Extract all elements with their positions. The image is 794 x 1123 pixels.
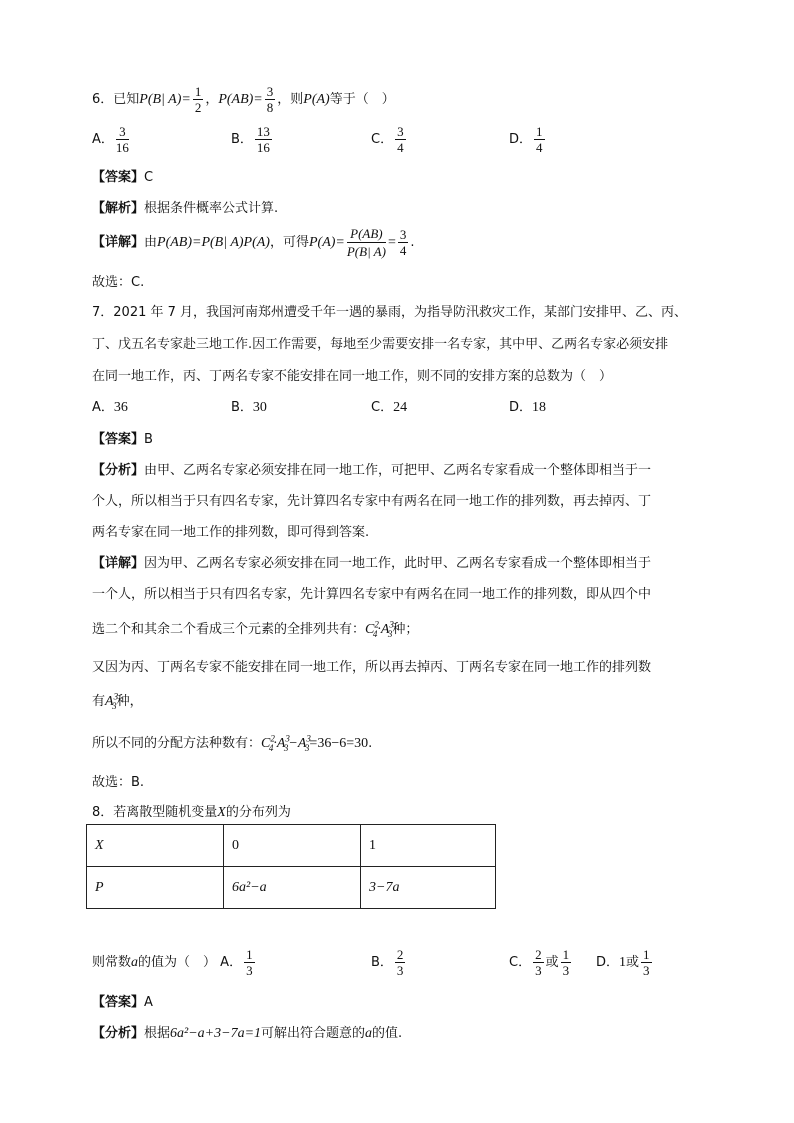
- q7-formula-a33: $A^3_3$: [105, 691, 119, 711]
- q7-detail-line-3: 选二个和其余二个看成三个元素的全排列共有：$C^2_4\cdot A^3_3$种；: [92, 619, 419, 639]
- q7-option-c: C．24: [371, 400, 408, 415]
- q6-condition-1: P(B| A)=: [139, 92, 191, 107]
- table-row: [87, 825, 496, 867]
- q6-number: 6．已知: [92, 92, 140, 107]
- q6-option-a: A． $\frac{3}{16}$: [92, 124, 129, 155]
- q7-detail-line-5: 有$A^3_3$种，: [92, 691, 143, 711]
- q7-stem-line-1: 7．2021 年 7 月，我国河南郑州遭受千年一遇的暴雨，为指导防汛救灾工作，某部门安排甲、乙、丙、: [92, 305, 688, 320]
- table-cell: P: [87, 867, 224, 909]
- q8-option-b: B． $\frac{2}{3}$: [371, 947, 404, 978]
- table-cell: 3−7a: [361, 867, 496, 909]
- q8-option-a-label: A．: [220, 955, 243, 970]
- q6-fraction-1-2: $\frac{1}{2}$: [194, 84, 202, 115]
- q8-analysis: 【分析】根据6a²−a+3−7a=1可解出符合题意的a的值.: [92, 1026, 403, 1041]
- q7-formula-total: $C^2_4\cdot A^3_3-A^3_3$: [261, 733, 311, 753]
- q7-detail-line-4: 又因为丙、丁两名专家不能安排在同一地工作，所以再去掉丙、丁两名专家在同一地工作的排列数: [92, 660, 652, 675]
- q6-analysis: 【解析】根据条件概率公式计算.: [92, 201, 279, 216]
- q8-stem: 8．若离散型随机变量X的分布列为: [92, 805, 291, 820]
- q7-analysis-line-1: 【分析】由甲、乙两名专家必须安排在同一地工作，可把甲、乙两名专家看成一个整体即相当于一: [92, 463, 652, 478]
- q6-target: P(A): [303, 92, 330, 107]
- q6-option-b: B． $\frac{13}{16}$: [231, 124, 270, 155]
- q8-answer: 【答案】A: [92, 995, 153, 1010]
- q6-option-c: C． $\frac{3}{4}$: [371, 124, 404, 155]
- q7-option-b: B．30: [231, 400, 267, 415]
- q7-stem-line-3: 在同一地工作，丙、丁两名专家不能安排在同一地工作，则不同的安排方案的总数为（ ）: [92, 369, 613, 384]
- q6-fraction-3-8: $\frac{3}{8}$: [266, 84, 274, 115]
- table-row: [87, 867, 496, 909]
- table-cell: X: [87, 825, 224, 867]
- q6-conclusion: 故选：C.: [92, 275, 145, 290]
- q6-option-d: D． $\frac{1}{4}$: [509, 124, 543, 155]
- q7-answer: 【答案】B: [92, 432, 153, 447]
- table-cell: 0: [224, 825, 361, 867]
- distribution-table: [86, 824, 496, 909]
- q7-formula-c42-a33: $C^2_4\cdot A^3_3$: [365, 619, 394, 639]
- q7-stem-line-2: 丁、戊五名专家赴三地工作.因工作需要，每地至少需要安排一名专家，其中甲、乙两名专家必须安排: [92, 337, 669, 352]
- q7-detail-line-2: 一个人，所以相当于只有四名专家，先计算四名专家中有两名在同一地工作的排列数，即从四个中: [92, 587, 652, 602]
- q8-option-a: $\frac{1}{3}$: [246, 947, 253, 978]
- q7-option-d: D．18: [509, 400, 547, 415]
- q7-detail-line-1: 【详解】因为甲、乙两名专家必须安排在同一地工作，此时甲、乙两名专家看成一个整体即相当于: [92, 556, 652, 571]
- q7-option-a: A．36: [92, 400, 128, 415]
- table-cell: 6a²−a: [224, 867, 361, 909]
- table-cell: 1: [361, 825, 496, 867]
- q6-detail: 【详解】由P(AB)=P(B| A)P(A)，可得P(A)= $\frac{P(AB)}{P(B| A)}$ = $\frac{3}{4}$ .: [92, 226, 415, 259]
- q8-option-c: C． $\frac{2}{3}$ 或 $\frac{1}{3}$: [509, 947, 570, 978]
- q6-answer: 【答案】C: [92, 170, 154, 185]
- q7-analysis-line-3: 两名专家在同一地工作的排列数，即可得到答案.: [92, 525, 370, 540]
- q7-conclusion: 故选：B.: [92, 775, 145, 790]
- q8-question: 则常数a的值为（ ） A． $\frac{1}{3}$: [92, 947, 253, 978]
- q6-stem: 6．已知P(B| A)= $\frac{1}{2}$ ，P(AB)= $\frac{3}{8}$ ，则P(A)等于（ ）: [92, 84, 395, 115]
- q6-condition-2: P(AB)=: [218, 92, 263, 107]
- q8-option-d: D．1或 $\frac{1}{3}$: [596, 947, 650, 978]
- q7-analysis-line-2: 个人，所以相当于只有四名专家，先计算四名专家中有两名在同一地工作的排列数，再去掉丙、丁: [92, 494, 652, 509]
- q7-detail-line-6: 所以不同的分配方法种数有：$C^2_4\cdot A^3_3-A^3_3=36-6=30$.: [92, 733, 373, 753]
